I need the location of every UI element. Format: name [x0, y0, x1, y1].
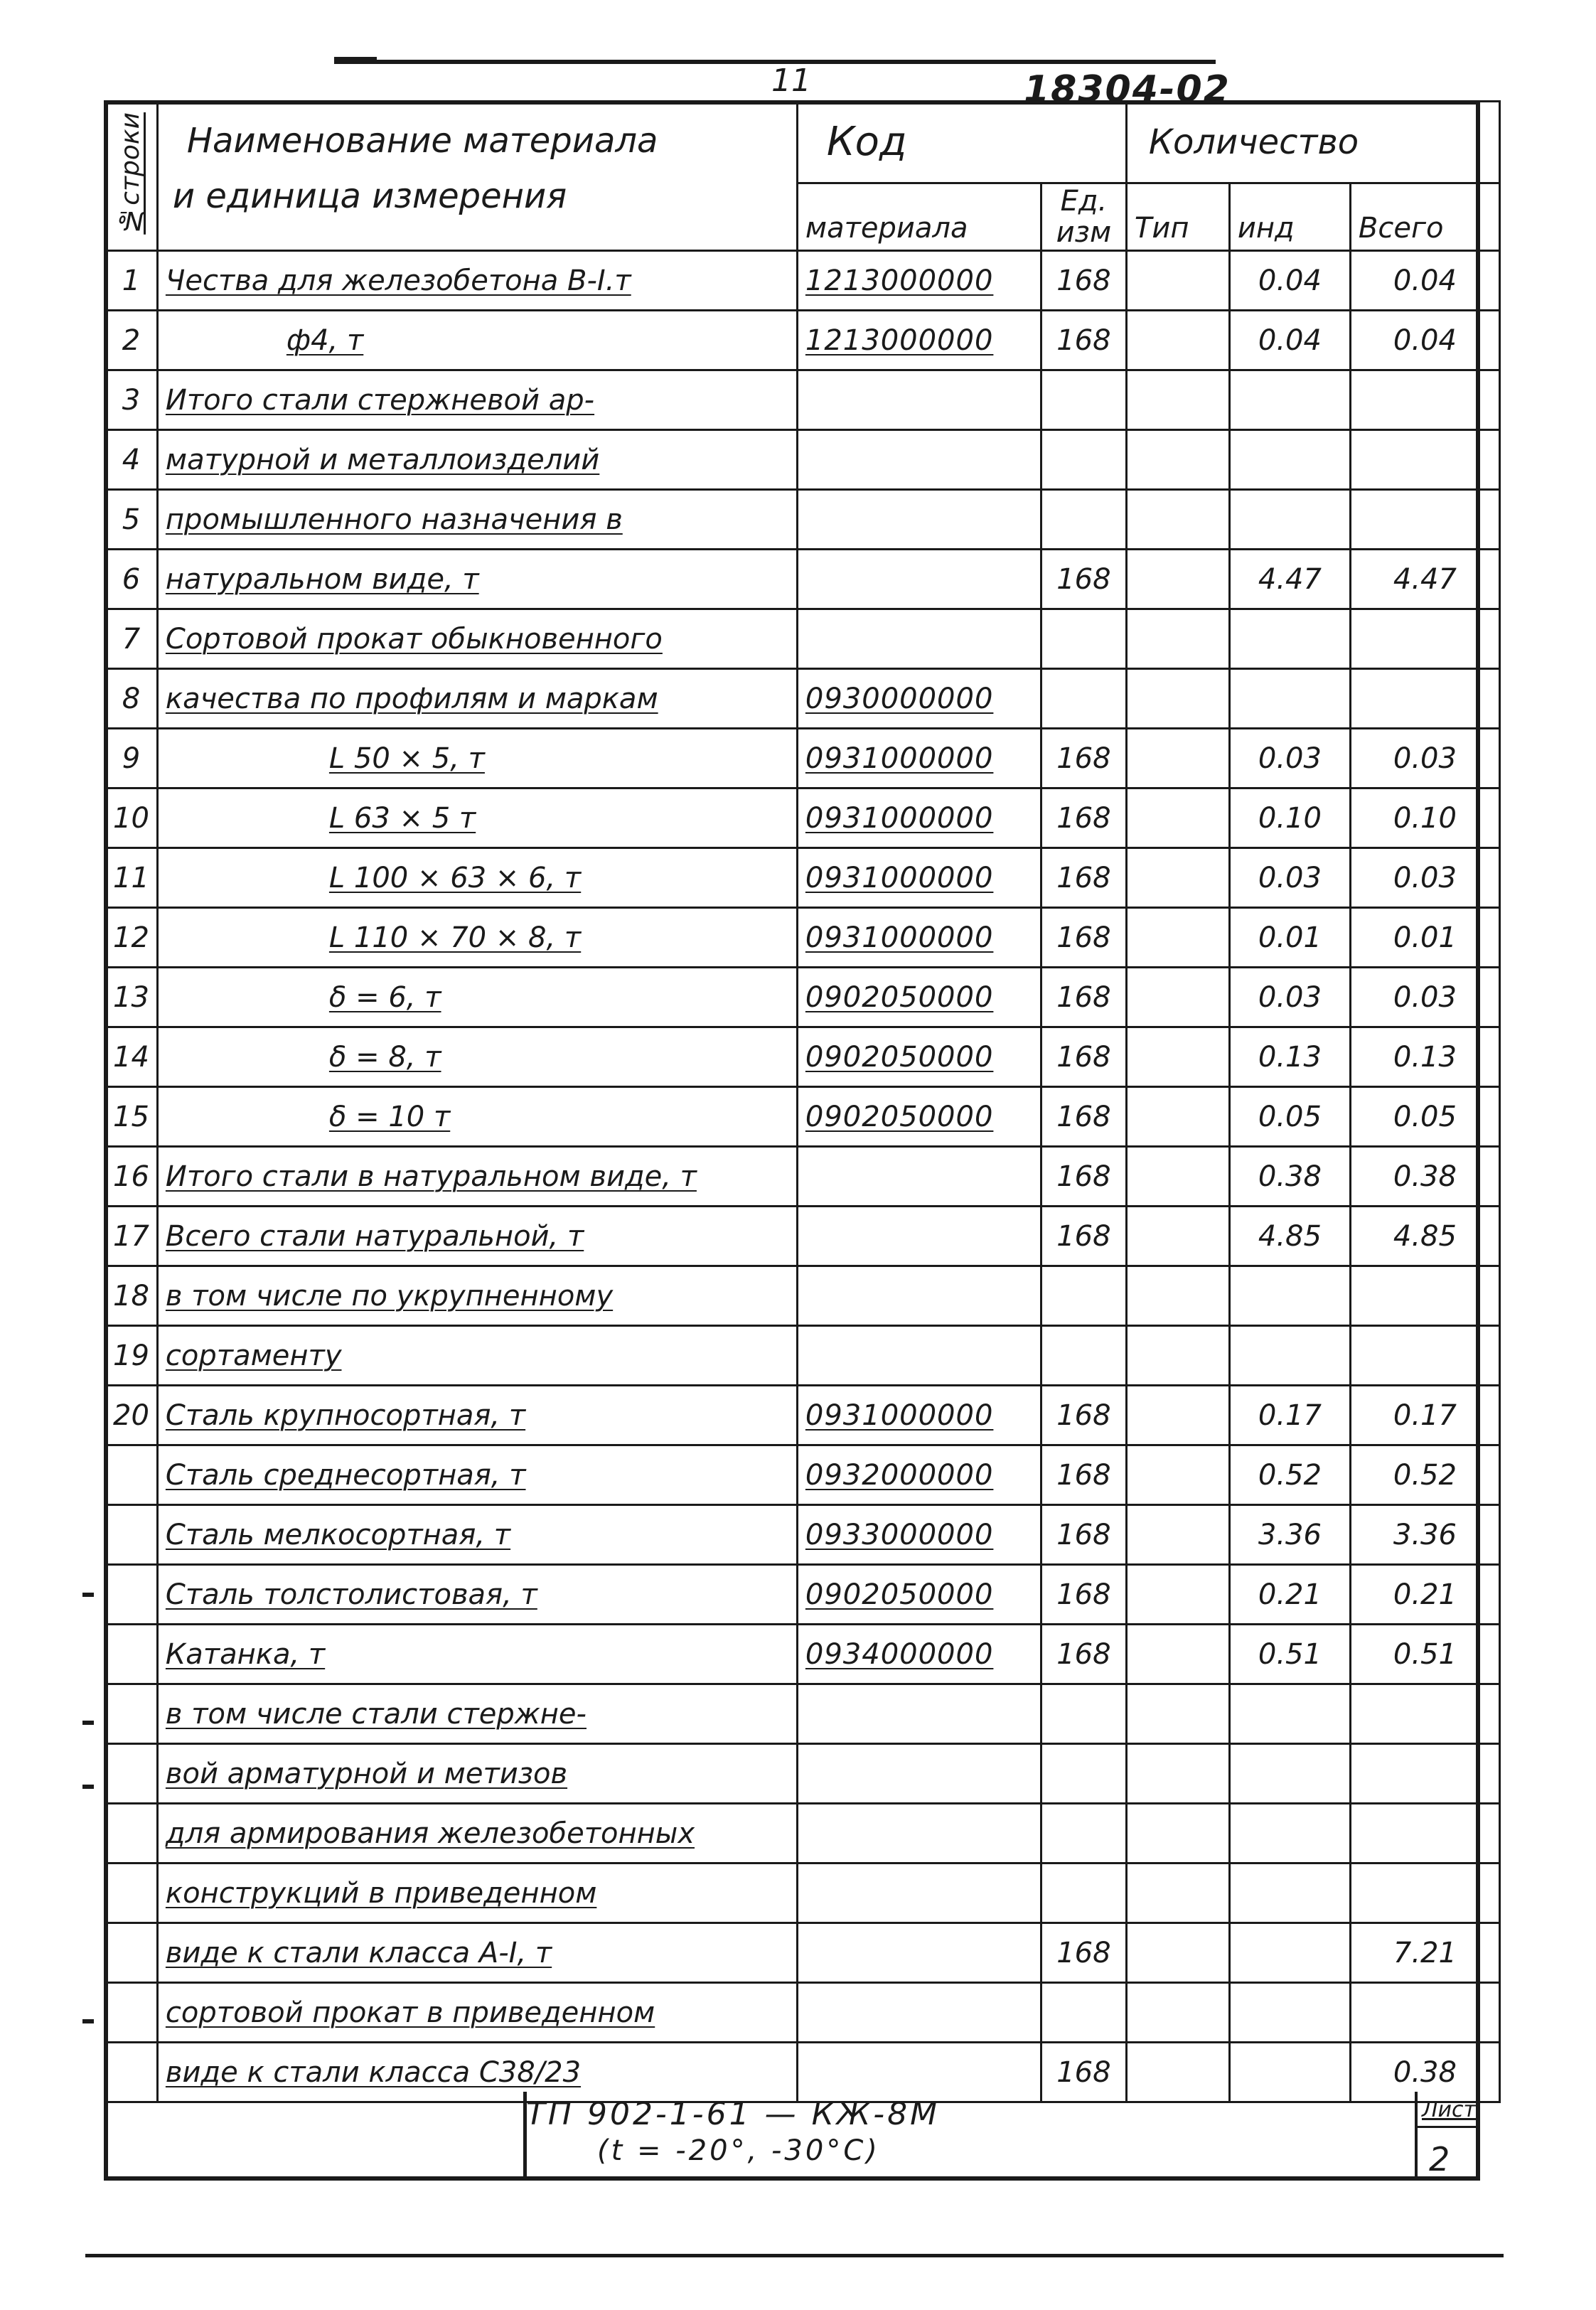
unit-code-cell: 168	[1041, 1207, 1126, 1266]
material-name-cell: Всего стали натуральной, т	[157, 1207, 797, 1266]
material-code-cell: 0932000000	[797, 1445, 1041, 1505]
qty-ind-cell: 4.85	[1229, 1207, 1350, 1266]
qty-ind-cell: 0.04	[1229, 311, 1350, 370]
qty-total-cell: 3.36	[1350, 1505, 1499, 1565]
material-name-cell: L 110 × 70 × 8, т	[157, 908, 797, 968]
qty-total-cell: 0.38	[1350, 2043, 1499, 2102]
sheet-mark: 11	[771, 63, 811, 99]
material-name-cell: δ = 10 т	[157, 1087, 797, 1147]
row-number-cell: 13	[105, 968, 158, 1027]
qty-ind-cell: 0.52	[1229, 1445, 1350, 1505]
unit-code-cell: 168	[1041, 251, 1126, 311]
material-name-cell: в том числе по укрупненному	[157, 1266, 797, 1326]
material-code-cell: 0934000000	[797, 1625, 1041, 1684]
material-code-cell: 0931000000	[797, 1386, 1041, 1445]
material-code-cell: 0902050000	[797, 1027, 1041, 1087]
header-code-unit: Ед. изм	[1041, 183, 1126, 251]
unit-code-cell: 168	[1041, 2043, 1126, 2102]
row-number-cell: 3	[105, 370, 158, 430]
unit-code-cell: 168	[1041, 550, 1126, 609]
material-code-cell: 1213000000	[797, 311, 1041, 370]
row-number-cell: 5	[105, 490, 158, 550]
material-name-cell: Катанка, т	[157, 1625, 797, 1684]
title-block-designation: ТП 902-1-61 — КЖ-8М	[526, 2096, 941, 2132]
qty-ind-cell: 0.03	[1229, 729, 1350, 788]
margin-tick	[82, 1785, 94, 1789]
header-code-material: материала	[797, 183, 1041, 251]
unit-code-cell: 168	[1041, 1505, 1126, 1565]
header-qty-type: Тип	[1126, 183, 1229, 251]
unit-code-cell: 168	[1041, 1147, 1126, 1207]
row-number-cell: 4	[105, 430, 158, 490]
row-number-cell: 2	[105, 311, 158, 370]
unit-code-cell: 168	[1041, 788, 1126, 848]
material-code-cell: 0931000000	[797, 788, 1041, 848]
material-name-cell: качества по профилям и маркам	[157, 669, 797, 729]
material-name-cell: для армирования железобетонных	[157, 1804, 797, 1863]
material-name-cell: L 50 × 5, т	[157, 729, 797, 788]
qty-ind-cell: 0.10	[1229, 788, 1350, 848]
qty-total-cell: 0.38	[1350, 1147, 1499, 1207]
material-code-cell: 0931000000	[797, 848, 1041, 908]
qty-ind-cell: 0.17	[1229, 1386, 1350, 1445]
header-quantity: Количество	[1126, 102, 1499, 183]
material-name-cell: Сталь толстолистовая, т	[157, 1565, 797, 1625]
margin-tick	[82, 1721, 94, 1725]
row-number-cell: 1	[105, 251, 158, 311]
unit-code-cell: 168	[1041, 729, 1126, 788]
unit-code-cell: 168	[1041, 1445, 1126, 1505]
material-name-cell: Сталь крупносортная, т	[157, 1386, 797, 1445]
qty-total-cell: 0.52	[1350, 1445, 1499, 1505]
material-code-cell: 0931000000	[797, 729, 1041, 788]
qty-total-cell: 0.03	[1350, 848, 1499, 908]
row-number-cell: 15	[105, 1087, 158, 1147]
material-name-cell: Итого стали в натуральном виде, т	[157, 1147, 797, 1207]
material-name-cell: δ = 8, т	[157, 1027, 797, 1087]
unit-code-cell: 168	[1041, 1027, 1126, 1087]
material-name-cell: Сталь среднесортная, т	[157, 1445, 797, 1505]
sheet-number-divider	[1415, 2126, 1480, 2128]
qty-ind-cell: 0.01	[1229, 908, 1350, 968]
header-name-line1: Наименование материала	[186, 121, 658, 161]
material-code-cell: 0902050000	[797, 1565, 1041, 1625]
unit-code-cell: 168	[1041, 1386, 1126, 1445]
material-name-cell: в том числе стали стержне-	[157, 1684, 797, 1744]
unit-code-cell: 168	[1041, 1625, 1126, 1684]
unit-code-cell: 168	[1041, 848, 1126, 908]
document-code: 18304-02	[1024, 68, 1231, 111]
qty-total-cell: 7.21	[1350, 1923, 1499, 1983]
qty-ind-cell: 0.51	[1229, 1625, 1350, 1684]
material-name-cell: L 100 × 63 × 6, т	[157, 848, 797, 908]
qty-ind-cell: 4.47	[1229, 550, 1350, 609]
material-code-cell: 1213000000	[797, 251, 1041, 311]
qty-total-cell: 0.21	[1350, 1565, 1499, 1625]
row-number-cell: 17	[105, 1207, 158, 1266]
qty-total-cell: 0.05	[1350, 1087, 1499, 1147]
qty-ind-cell: 0.04	[1229, 251, 1350, 311]
sheet-label: Лист	[1422, 2097, 1477, 2122]
unit-code-cell: 168	[1041, 1923, 1126, 1983]
material-name-cell: Чества для железобетона В-I.т	[157, 251, 797, 311]
row-number-cell: 16	[105, 1147, 158, 1207]
material-name-cell: Сталь мелкосортная, т	[157, 1505, 797, 1565]
row-number-cell: 9	[105, 729, 158, 788]
material-name-cell: виде к стали класса А-I, т	[157, 1923, 797, 1983]
qty-total-cell: 0.03	[1350, 729, 1499, 788]
material-code-cell: 0933000000	[797, 1505, 1041, 1565]
title-block-temperature: (t = -20°, -30°С)	[597, 2134, 880, 2167]
material-name-cell: сортовой прокат в приведенном	[157, 1983, 797, 2043]
material-code-cell: 0930000000	[797, 669, 1041, 729]
qty-total-cell: 0.17	[1350, 1386, 1499, 1445]
material-code-cell: 0902050000	[797, 968, 1041, 1027]
unit-code-cell: 168	[1041, 968, 1126, 1027]
row-number-cell: 19	[105, 1326, 158, 1386]
row-number-cell: 8	[105, 669, 158, 729]
material-name-cell: Итого стали стержневой ар-	[157, 370, 797, 430]
header-name-line2: и единица измерения	[172, 176, 567, 216]
qty-ind-cell: 3.36	[1229, 1505, 1350, 1565]
material-name-cell: матурной и металлоизделий	[157, 430, 797, 490]
qty-total-cell: 0.04	[1350, 311, 1499, 370]
qty-ind-cell: 0.38	[1229, 1147, 1350, 1207]
row-number-cell: 18	[105, 1266, 158, 1326]
material-name-cell: натуральном виде, т	[157, 550, 797, 609]
sheet-number: 2	[1429, 2140, 1450, 2178]
qty-total-cell: 0.51	[1350, 1625, 1499, 1684]
row-number-cell: 20	[105, 1386, 158, 1445]
bottom-rule	[85, 2254, 1504, 2257]
material-name-cell: ф4, т	[157, 311, 797, 370]
margin-tick	[82, 1593, 94, 1597]
unit-code-cell: 168	[1041, 1565, 1126, 1625]
header-qty-total: Всего	[1350, 183, 1499, 251]
qty-total-cell: 0.01	[1350, 908, 1499, 968]
material-name-cell: конструкций в приведенном	[157, 1863, 797, 1923]
qty-ind-cell: 0.03	[1229, 848, 1350, 908]
row-number-cell: 12	[105, 908, 158, 968]
row-number-cell: 14	[105, 1027, 158, 1087]
material-name-cell: Сортовой прокат обыкновенного	[157, 609, 797, 669]
material-name-cell: сортаменту	[157, 1326, 797, 1386]
qty-total-cell: 0.03	[1350, 968, 1499, 1027]
qty-total-cell: 0.04	[1350, 251, 1499, 311]
qty-ind-cell: 0.21	[1229, 1565, 1350, 1625]
qty-total-cell: 4.85	[1350, 1207, 1499, 1266]
material-name-cell: вой арматурной и метизов	[157, 1744, 797, 1804]
material-code-cell: 0931000000	[797, 908, 1041, 968]
material-name-cell: L 63 × 5 т	[157, 788, 797, 848]
title-block-left-cell	[104, 2092, 527, 2181]
outer-frame	[104, 100, 1480, 2181]
row-number-cell: 10	[105, 788, 158, 848]
qty-total-cell: 4.47	[1350, 550, 1499, 609]
material-name-cell: промышленного назначения в	[157, 490, 797, 550]
row-number-cell: 6	[105, 550, 158, 609]
qty-total-cell: 0.10	[1350, 788, 1499, 848]
header-row-number: №строки	[105, 102, 158, 251]
header-code: Код	[797, 102, 1126, 183]
material-name-cell: δ = 6, т	[157, 968, 797, 1027]
qty-ind-cell: 0.03	[1229, 968, 1350, 1027]
unit-code-cell: 168	[1041, 311, 1126, 370]
qty-total-cell: 0.13	[1350, 1027, 1499, 1087]
unit-code-cell: 168	[1041, 1087, 1126, 1147]
unit-code-cell: 168	[1041, 908, 1126, 968]
row-number-cell: 7	[105, 609, 158, 669]
margin-tick	[82, 2019, 94, 2023]
material-name-cell: виде к стали класса С38/23	[157, 2043, 797, 2102]
row-number-cell: 11	[105, 848, 158, 908]
header-qty-ind: инд	[1229, 183, 1350, 251]
material-code-cell: 0902050000	[797, 1087, 1041, 1147]
qty-ind-cell: 0.05	[1229, 1087, 1350, 1147]
qty-ind-cell: 0.13	[1229, 1027, 1350, 1087]
